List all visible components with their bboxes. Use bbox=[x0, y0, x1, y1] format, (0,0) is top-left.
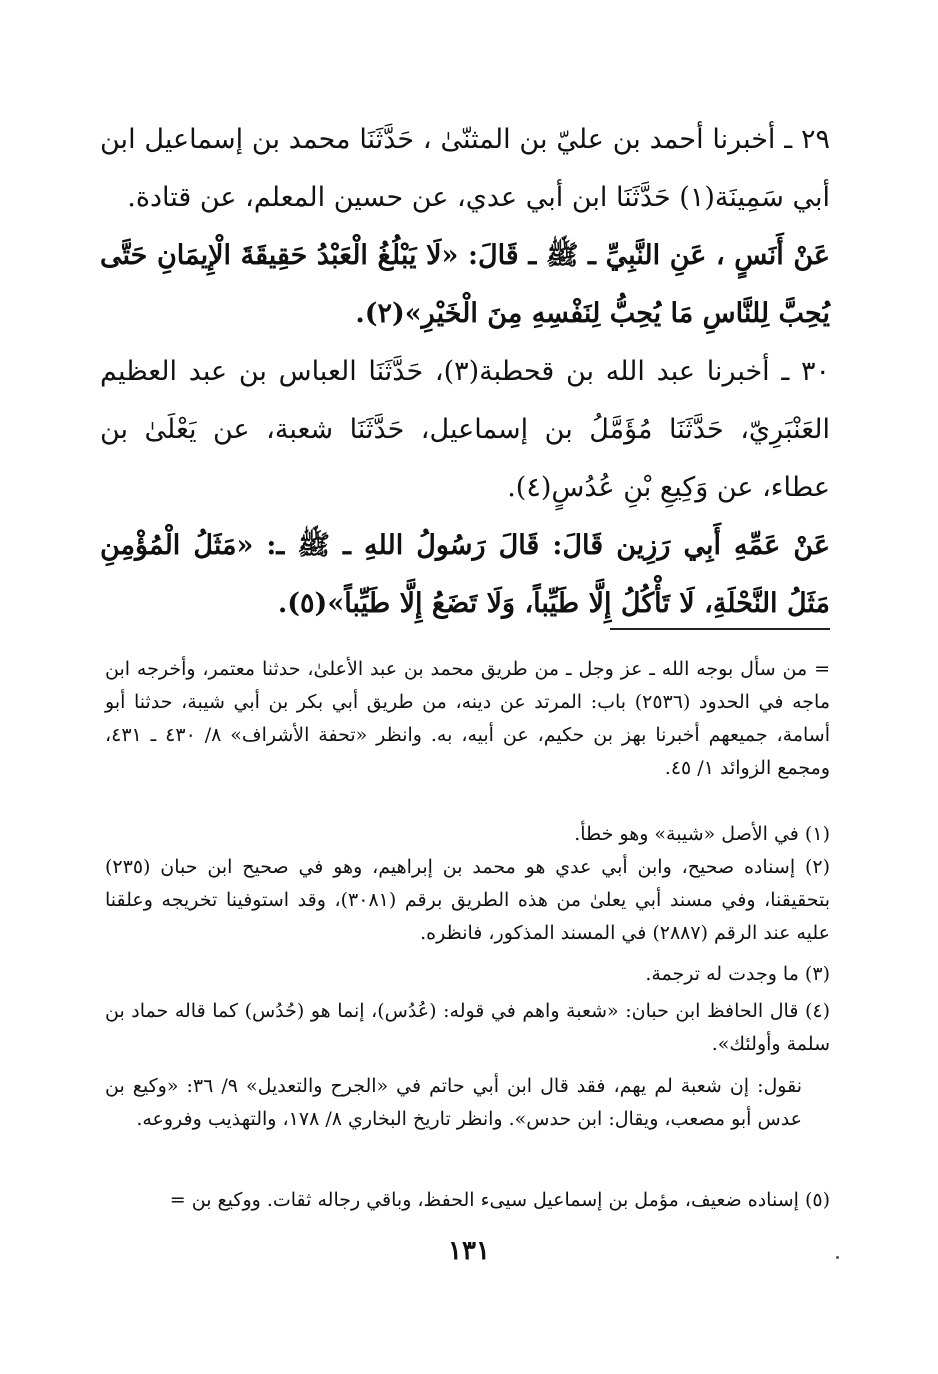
footnote-3: (٣) ما وجدت له ترجمة. bbox=[645, 963, 830, 985]
hadith-29-matn: عَنْ أَنَسٍ ، عَنِ النَّبِيِّ ـ ﷺ ـ قَالَ: «لَا يَبْلُغُ الْعَبْدُ حَقِيقَةَ الْإِيمَانِ حَتَّى يُحِبَّ لِلنَّاسِ مَا يُحِبُّ لِنَفْسِهِ مِنَ الْخَيْرِ»(٢). bbox=[100, 240, 830, 329]
footnote-divider bbox=[610, 628, 830, 630]
footnote-continuation: = من سأل بوجه الله ـ عز وجل ـ من طريق محمد بن عبد الأعلىٰ، حدثنا معتمر، وأخرجه ابن ماجه في الحدود (٢٥٣٦) باب: المرتد عن دينه، من طريق أبي بكر بن أبي شيبة، حدثنا أبو أسامة، جميعهم أخبرنا بهز بن حكيم، عن أبيه، به. وانظر «تحفة الأشراف» ٨/ ٤٣٠ ـ ٤٣١، ومجمع الزوائد ١/ ٤٥. bbox=[105, 658, 830, 779]
footnote-1: (١) في الأصل «شيبة» وهو خطأ. bbox=[574, 823, 830, 845]
footnote-4-comment: نقول: إن شعبة لم يهم، فقد قال ابن أبي حاتم في «الجرح والتعديل» ٩/ ٣٦: «وكيع بن عدس أبو مصعب، ويقال: ابن حدس». وانظر تاريخ البخاري ٨/ ١٧٨، والتهذيب وفروعه. bbox=[105, 1075, 802, 1130]
footnote-2: (٢) إسناده صحيح، وابن أبي عدي هو محمد بن إبراهيم، وهو في صحيح ابن حبان (٢٣٥) بتحقيقنا، وفي مسند أبي يعلىٰ من هذه الطريق برقم (٣٠٨١)، وقد استوفينا تخريجه وعلقنا عليه عند الرقم (٢٨٨٧) في المسند المذكور، فانظره. bbox=[105, 856, 831, 944]
page-number: ١٣١ bbox=[448, 1236, 490, 1266]
hadith-30-isnad: ٣٠ ـ أخبرنا عبد الله بن قحطبة(٣)، حَدَّثَنَا العباس بن عبد العظيم العَنْبَرِيّ، حَدَّثَنَا مُؤَمَّلُ بن إسماعيل، حَدَّثَنَا شعبة، عن يَعْلَىٰ بن عطاء، عن وَكِيعِ بْنِ عُدُسٍ(٤). bbox=[100, 356, 831, 503]
hadith-30-matn: عَنْ عَمِّهِ أَبِي رَزِين قَالَ: قَالَ رَسُولُ اللهِ ـ ﷺ ـ: «مَثَلُ الْمُؤْمِنِ مَثَلُ النَّحْلَةِ، لَا تَأْكُلُ إِلَّا طَيِّباً، وَلَا تَضَعُ إِلَّا طَيِّباً»(٥). bbox=[100, 530, 830, 619]
footnote-4: (٤) قال الحافظ ابن حبان: «شعبة واهم في قوله: (عُدُس)، إنما هو (حُدُس) كما قاله حماد بن سلمة وأولئك». bbox=[105, 1000, 830, 1055]
hadith-29-isnad: ٢٩ ـ أخبرنا أحمد بن عليّ بن المثنّىٰ ، حَدَّثَنَا محمد بن إسماعيل ابن أبي سَمِينَة(١) حَدَّثَنَا ابن أبي عدي، عن حسين المعلم، عن قتادة. bbox=[100, 124, 830, 213]
scan-speck bbox=[836, 1256, 839, 1259]
footnote-5: (٥) إسناده ضعيف، مؤمل بن إسماعيل سيىء الحفظ، وباقي رجاله ثقات. ووكيع بن = bbox=[169, 1189, 830, 1211]
